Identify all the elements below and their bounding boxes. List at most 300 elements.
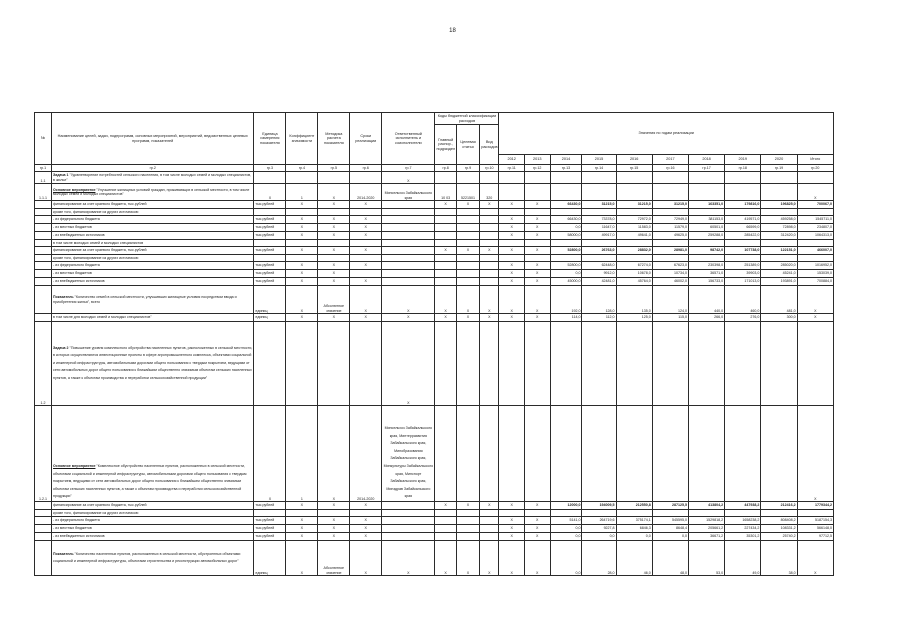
coef-value: 1 — [286, 184, 318, 201]
subheader-row — [35, 255, 834, 262]
header-col-method: Методика расчета показателя — [318, 113, 350, 165]
value-cell: 53,0 — [688, 541, 724, 576]
header-year: 2019 — [725, 155, 761, 165]
x-mark: Х — [350, 502, 382, 510]
value-cell: 45241,0 — [761, 270, 797, 278]
value-cell: 66599,0 — [725, 224, 761, 232]
value-cell: 31215,0 — [616, 201, 652, 209]
financing-row — [35, 247, 834, 255]
value-cell: 66430,0 — [550, 216, 582, 224]
x-mark: Х — [286, 525, 318, 533]
x-mark: Х — [286, 533, 318, 541]
x-mark: Х — [350, 533, 382, 541]
colnum: гр.3 — [254, 165, 286, 172]
value-cell: 135,0 — [616, 286, 652, 314]
financing-row — [35, 216, 834, 224]
event-title: Основное мероприятие — [53, 464, 96, 469]
value-cell: 171013,0 — [725, 278, 761, 286]
header-values-group: Значения по годам реализации — [499, 113, 834, 155]
value-cell: 72898,0 — [761, 224, 797, 232]
value-cell: 66430,0 — [550, 201, 582, 209]
x-mark: Х — [286, 286, 318, 314]
column-numbers-row — [35, 165, 834, 172]
value-cell: 1779344,2 — [797, 502, 833, 510]
x-mark: Х — [524, 278, 550, 286]
row-label: - из федерального бюджета — [52, 517, 254, 525]
colnum: гр.19 — [761, 165, 797, 172]
x-mark: Х — [499, 525, 525, 533]
unit-cell: единиц — [254, 541, 286, 576]
x-mark: Х — [254, 406, 286, 502]
x-mark: Х — [524, 502, 550, 510]
x-mark: Х — [524, 216, 550, 224]
value-cell: 28,0 — [582, 541, 616, 576]
task-title-cell — [52, 172, 254, 184]
x-mark: Х — [499, 541, 525, 576]
financing-row — [35, 262, 834, 270]
value-cell: 153039,0 — [797, 270, 833, 278]
x-mark: Х — [456, 201, 479, 209]
colnum: гр.15 — [616, 165, 652, 172]
unit-cell: тыс.рублей — [254, 278, 286, 286]
x-mark: Х — [318, 525, 350, 533]
x-mark: Х — [499, 314, 525, 322]
value-cell: 545595,0 — [652, 517, 688, 525]
value-cell: 285422,0 — [725, 232, 761, 240]
indicator-text: в том числе для молодых семей и молодых специалистов" — [52, 314, 254, 322]
value-cell: 163351,0 — [688, 201, 724, 209]
value-cell: 700884,0 — [797, 278, 833, 286]
unit-cell: тыс.рублей — [254, 262, 286, 270]
colnum: гр.4 — [286, 165, 318, 172]
value-cell: 28981,0 — [652, 247, 688, 255]
x-mark: Х — [480, 541, 499, 576]
period-value: 2014-2020 — [350, 406, 382, 502]
value-cell: 300,0 — [761, 314, 797, 322]
colnum: гр.1 — [35, 165, 52, 172]
value-cell: 1016952,0 — [797, 262, 833, 270]
value-cell: 52800,0 — [550, 247, 582, 255]
colnum: гр.14 — [582, 165, 616, 172]
value-cell: 11579,0 — [652, 224, 688, 232]
value-cell: 8648,4 — [652, 525, 688, 533]
x-mark: Х — [350, 201, 382, 209]
x-mark: Х — [286, 262, 318, 270]
x-mark: Х — [480, 314, 499, 322]
value-cell: 447938,2 — [725, 502, 761, 510]
value-cell: 205661,2 — [688, 525, 724, 533]
value-cell: 5187154,3 — [797, 517, 833, 525]
indicator-text: "Количество семей в сельской местности, улучшивших жилищные условия посредством ввода и приобретения жилья", всего — [53, 295, 237, 304]
value-cell: 287125,5 — [652, 502, 688, 510]
value-cell: 26763,0 — [582, 247, 616, 255]
x-mark: Х — [435, 201, 456, 209]
x-mark: Х — [382, 322, 435, 406]
x-mark: Х — [318, 201, 350, 209]
value-cell: 49,0 — [725, 541, 761, 576]
header-code-1: Главный распор., подраздел — [435, 125, 456, 165]
value-cell: 419571,0 — [725, 216, 761, 224]
header-year: 2018 — [688, 155, 724, 165]
value-cell: 128,0 — [582, 286, 616, 314]
event-title-cell — [52, 406, 254, 502]
unit-cell: единиц — [254, 286, 286, 314]
value-cell: 46002,0 — [652, 278, 688, 286]
indicator-title-cell — [52, 541, 254, 576]
value-cell: 49641,0 — [616, 232, 652, 240]
value-cell: 0,0 — [652, 533, 688, 541]
x-mark: Х — [318, 184, 350, 201]
x-mark: Х — [286, 232, 318, 240]
header-year: 2020 — [761, 155, 797, 165]
financing-row — [35, 232, 834, 240]
value-cell: 48,0 — [652, 541, 688, 576]
x-mark: Х — [524, 533, 550, 541]
x-mark: Х — [480, 247, 499, 255]
indicator-row — [35, 286, 834, 314]
value-cell: 35301,2 — [725, 533, 761, 541]
unit-cell: тыс.рублей — [254, 224, 286, 232]
financing-row — [35, 270, 834, 278]
row-label: финансирование за счет краевого бюджета, тыс.рублей — [52, 201, 254, 209]
header-col-coef: Коэффициент значимости — [286, 113, 318, 165]
x-mark: Х — [524, 224, 550, 232]
x-mark: Х — [286, 502, 318, 510]
indicator-row — [35, 314, 834, 322]
x-mark: Х — [499, 247, 525, 255]
value-cell: 58000,0 — [550, 232, 582, 240]
value-cell: 440,0 — [688, 286, 724, 314]
x-mark: Х — [350, 224, 382, 232]
value-cell: 459258,0 — [761, 216, 797, 224]
x-mark: Х — [350, 262, 382, 270]
x-mark: Х — [797, 286, 833, 314]
value-cell: 0,0 — [550, 224, 582, 232]
event-row — [35, 406, 834, 502]
task-title-cell — [52, 322, 254, 406]
value-cell: 251389,0 — [725, 262, 761, 270]
value-cell: 234807,0 — [797, 224, 833, 232]
event-title-cell — [52, 184, 254, 201]
value-cell: 108331,2 — [761, 525, 797, 533]
value-cell: 11583,0 — [616, 224, 652, 232]
value-cell: 49917,0 — [582, 232, 616, 240]
unit-cell: тыс.рублей — [254, 247, 286, 255]
method-cell: Абсолютное значение — [318, 286, 350, 314]
value-cell: 72972,0 — [616, 216, 652, 224]
x-mark: Х — [382, 541, 435, 576]
colnum: гр.18 — [725, 165, 761, 172]
x-mark: Х — [350, 314, 382, 322]
x-mark: Х — [286, 201, 318, 209]
value-cell: 25740,2 — [761, 533, 797, 541]
indicator-title-cell — [52, 286, 254, 314]
value-cell: 0,0 — [550, 533, 582, 541]
event-title: Основное мероприятие — [53, 187, 96, 192]
header-code-2: Целевая статья — [456, 125, 479, 165]
indicator-title: Показатель — [53, 295, 74, 300]
value-cell: 125,0 — [616, 314, 652, 322]
x-mark: Х — [499, 232, 525, 240]
row-label: финансирование за счет краевого бюджета, тыс.рублей — [52, 502, 254, 510]
value-cell: 112,0 — [582, 314, 616, 322]
financing-row — [35, 201, 834, 209]
x-mark: Х — [435, 247, 456, 255]
row-number: 1.1.1 — [35, 184, 52, 201]
x-mark: Х — [524, 314, 550, 322]
x-mark: Х — [382, 286, 435, 314]
x-mark: Х — [524, 541, 550, 576]
x-mark: Х — [350, 525, 382, 533]
value-cell: 115,0 — [652, 314, 688, 322]
header-year: 2013 — [524, 155, 550, 165]
value-cell: 460,0 — [725, 286, 761, 314]
value-cell: 156733,0 — [688, 278, 724, 286]
colnum: гр.5 — [318, 165, 350, 172]
colnum: гр.11 — [499, 165, 525, 172]
value-cell: 67274,0 — [616, 262, 652, 270]
x-mark: Х — [456, 541, 479, 576]
x-mark: Х — [350, 541, 382, 576]
x-mark: Х — [524, 286, 550, 314]
x-mark: Х — [318, 262, 350, 270]
value-cell: 259288,0 — [688, 232, 724, 240]
unit-cell: тыс.рублей — [254, 525, 286, 533]
coef-value: 1 — [286, 406, 318, 502]
x-mark: Х — [318, 270, 350, 278]
value-cell: 6846,3 — [616, 525, 652, 533]
financing-row — [35, 278, 834, 286]
x-mark: Х — [499, 224, 525, 232]
header-year-total: Итого — [797, 155, 833, 165]
value-cell: 1529818,2 — [688, 517, 724, 525]
x-mark: Х — [797, 406, 833, 502]
x-mark: Х — [456, 247, 479, 255]
row-label: - из внебюджетных источников — [52, 533, 254, 541]
x-mark: Х — [435, 502, 456, 510]
value-cell: 700067,0 — [797, 201, 833, 209]
value-cell: 36571,0 — [688, 270, 724, 278]
header-col-no: № — [35, 113, 52, 165]
header-year: 2015 — [582, 155, 616, 165]
row-label: финансирование за счет краевого бюджета, тыс.рублей — [52, 247, 254, 255]
indicator-text: "Количество населенных пунктов, расположенных в сельской местности, обустроенных объектами социальной и инженерной инфраструктуры, объектами строительства и реконструкции автомобильных дорог" — [53, 551, 241, 563]
value-cell: 122151,0 — [761, 247, 797, 255]
header-col-unit: Единица измерения показателя — [254, 113, 286, 165]
value-cell: 212416,2 — [761, 502, 797, 510]
value-cell: 114,0 — [550, 314, 582, 322]
colnum: гр.9 — [456, 165, 479, 172]
value-cell: 72949,0 — [652, 216, 688, 224]
row-label: - из федерального бюджета — [52, 216, 254, 224]
row-label: кроме того, финансирование из других источников: — [52, 255, 254, 262]
value-cell: 230398,0 — [688, 262, 724, 270]
value-cell: 11647,0 — [582, 224, 616, 232]
value-cell: 31215,0 — [582, 201, 616, 209]
value-cell: 566148,0 — [797, 525, 833, 533]
program-table-sheet — [34, 112, 834, 576]
value-cell: 38,0 — [761, 541, 797, 576]
x-mark: Х — [456, 286, 479, 314]
value-cell: 124,0 — [652, 286, 688, 314]
value-cell: 62448,0 — [582, 262, 616, 270]
colnum: гр.13 — [550, 165, 582, 172]
x-mark: Х — [382, 314, 435, 322]
colnum: гр.20 — [797, 165, 833, 172]
value-cell: 98742,0 — [688, 247, 724, 255]
colnum: гр.17 — [688, 165, 724, 172]
value-cell: 193891,0 — [761, 278, 797, 286]
x-mark: Х — [499, 517, 525, 525]
subheader-row — [35, 510, 834, 517]
value-cell: 276,0 — [725, 314, 761, 322]
x-mark: Х — [286, 541, 318, 576]
row-label: - из федерального бюджета — [52, 262, 254, 270]
value-cell: 39903,0 — [725, 270, 761, 278]
value-cell: 413804,2 — [688, 502, 724, 510]
value-cell: 73378,0 — [582, 216, 616, 224]
x-mark: Х — [524, 262, 550, 270]
x-mark: Х — [435, 286, 456, 314]
x-mark: Х — [797, 184, 833, 201]
x-mark: Х — [286, 247, 318, 255]
value-cell: 0,0 — [616, 533, 652, 541]
value-cell: 46,0 — [616, 541, 652, 576]
row-number: 1.1 — [35, 172, 52, 184]
value-cell: 0,0 — [550, 541, 582, 576]
x-mark: Х — [318, 278, 350, 286]
header-col-name: Наименование целей, задач, подпрограмм, основных мероприятий, мероприятий, ведомственных целевых программ, показателей — [52, 113, 254, 165]
colnum: гр.12 — [524, 165, 550, 172]
value-cell: 227434,2 — [725, 525, 761, 533]
x-mark: Х — [524, 232, 550, 240]
x-mark: Х — [286, 270, 318, 278]
value-cell: 45764,0 — [616, 278, 652, 286]
x-mark: Х — [318, 232, 350, 240]
value-cell: 67623,0 — [652, 262, 688, 270]
header-col-terms: Сроки реализации — [350, 113, 382, 165]
x-mark: Х — [499, 216, 525, 224]
value-cell: 264719,6 — [582, 517, 616, 525]
event-text: "Улучшение жилищных условий граждан, проживающих в сельской местности, в том числе молодых семей и молодых специалистов" — [53, 187, 250, 196]
x-mark: Х — [435, 314, 456, 322]
x-mark: Х — [456, 502, 479, 510]
value-cell: 375174,1 — [616, 517, 652, 525]
task-row — [35, 322, 834, 406]
value-cell: 381153,0 — [688, 216, 724, 224]
row-label: - из местных бюджетов — [52, 525, 254, 533]
x-mark: Х — [350, 216, 382, 224]
financing-row — [35, 224, 834, 232]
x-mark: Х — [350, 247, 382, 255]
program-table — [34, 112, 834, 576]
x-mark: Х — [499, 286, 525, 314]
x-mark: Х — [350, 232, 382, 240]
value-cell: 0,0 — [550, 525, 582, 533]
row-label: кроме того, финансирование из других источников: — [52, 510, 254, 517]
value-cell: 107738,0 — [725, 247, 761, 255]
period-value: 2014-2020 — [350, 184, 382, 201]
colnum: гр.8 — [435, 165, 456, 172]
code-value: 320 — [480, 184, 499, 201]
colnum: гр.2 — [52, 165, 254, 172]
x-mark: Х — [286, 224, 318, 232]
header-year: 2014 — [550, 155, 582, 165]
financing-row — [35, 502, 834, 510]
value-cell: 285020,0 — [761, 262, 797, 270]
header-code-3: Вид расходов — [480, 125, 499, 165]
value-cell: 12000,0 — [550, 502, 582, 510]
colnum: гр.16 — [652, 165, 688, 172]
x-mark: Х — [499, 502, 525, 510]
value-cell: 42481,0 — [582, 278, 616, 286]
x-mark: Х — [499, 201, 525, 209]
value-cell: 45000,0 — [550, 278, 582, 286]
x-mark: Х — [480, 502, 499, 510]
x-mark: Х — [797, 314, 833, 322]
value-cell: 212550,8 — [616, 502, 652, 510]
indicator-row — [35, 541, 834, 576]
x-mark: Х — [318, 314, 350, 322]
table-header-row-1 — [35, 113, 834, 125]
row-number: 1.2 — [35, 322, 52, 406]
subheader-row — [35, 240, 834, 247]
unit-cell: тыс.рублей — [254, 216, 286, 224]
x-mark: Х — [524, 517, 550, 525]
unit-cell: тыс.рублей — [254, 533, 286, 541]
task-row — [35, 172, 834, 184]
value-cell: 194009,5 — [582, 502, 616, 510]
value-cell: 1064313,0 — [797, 232, 833, 240]
x-mark: Х — [318, 517, 350, 525]
x-mark: Х — [480, 286, 499, 314]
value-cell: 10678,0 — [616, 270, 652, 278]
x-mark: Х — [480, 201, 499, 209]
header-year: 2012 — [499, 155, 525, 165]
value-cell: 808408,2 — [761, 517, 797, 525]
header-year: 2016 — [616, 155, 652, 165]
method-cell: Абсолютное значение — [318, 541, 350, 576]
x-mark: Х — [435, 541, 456, 576]
header-year: 2017 — [652, 155, 688, 165]
x-mark: Х — [797, 541, 833, 576]
unit-cell: тыс.рублей — [254, 502, 286, 510]
unit-cell: тыс.рублей — [254, 232, 286, 240]
x-mark: Х — [524, 247, 550, 255]
value-cell: 196825,0 — [761, 201, 797, 209]
task-title: Задача 2 — [53, 345, 69, 350]
event-row — [35, 184, 834, 201]
responsible-cell: Минсельхоз Забайкальского края — [382, 184, 435, 201]
unit-cell: единиц — [254, 314, 286, 322]
task-text: "Удовлетворение потребностей сельского населения, в том числе молодых семей и молодых специалистов, в жилье" — [53, 173, 252, 182]
value-cell: 60501,0 — [688, 224, 724, 232]
subheader-row — [35, 209, 834, 216]
x-mark: Х — [499, 533, 525, 541]
row-label: в том числе молодых семей и молодых специалистов — [52, 240, 254, 247]
value-cell: 9912,0 — [582, 270, 616, 278]
value-cell: 0,0 — [582, 533, 616, 541]
value-cell: 192,0 — [550, 286, 582, 314]
x-mark: Х — [350, 286, 382, 314]
x-mark: Х — [499, 278, 525, 286]
x-mark: Х — [318, 216, 350, 224]
page-number: 18 — [449, 28, 456, 34]
x-mark: Х — [499, 262, 525, 270]
x-mark: Х — [286, 517, 318, 525]
value-cell: 481,0 — [761, 286, 797, 314]
x-mark: Х — [350, 278, 382, 286]
